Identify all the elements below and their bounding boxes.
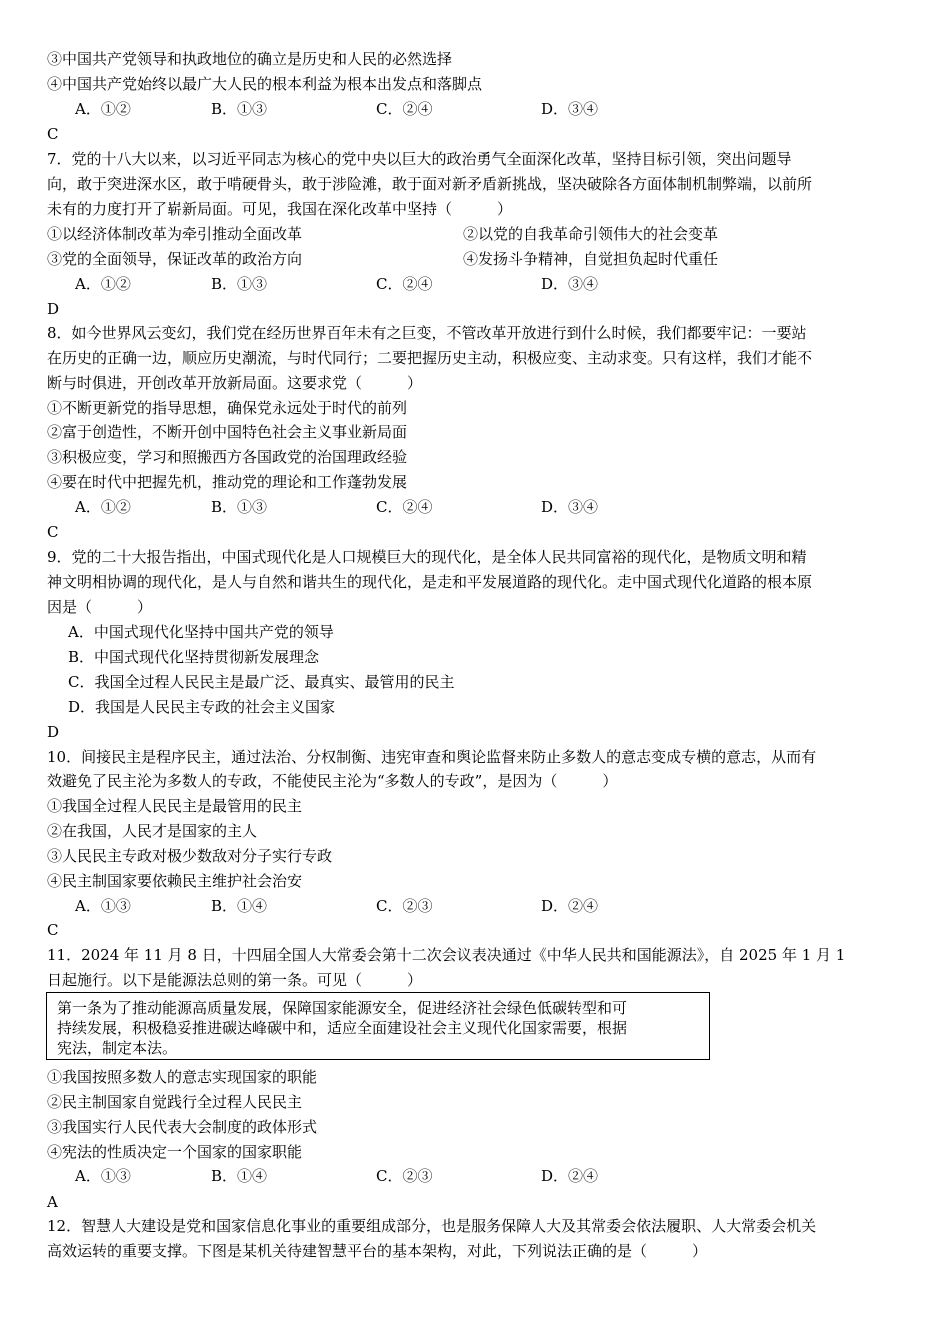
option-c: C．②④ [376,275,433,293]
q11-item-3: ③我国实行人民代表大会制度的政体形式 [47,1118,318,1136]
q6-item-4: ④中国共产党始终以最广大人民的根本利益为根本出发点和落脚点 [47,75,483,93]
option-d: D．②④ [541,897,599,915]
option-b: B．①③ [211,498,268,516]
q11-item-1: ①我国按照多数人的意志实现国家的职能 [47,1068,318,1086]
q8-answer: C [47,523,59,541]
q11-item-2: ②民主制国家自觉践行全过程人民民主 [47,1093,303,1111]
q6-item-3: ③中国共产党领导和执政地位的确立是历史和人民的必然选择 [47,50,453,68]
option-a: A．①③ [75,1167,131,1185]
q10-item-4: ④民主制国家要依赖民主维护社会治安 [47,872,303,890]
q10-answer: C [47,921,59,939]
option-c: C．②④ [376,100,433,118]
q9-stem-line-2: 神文明相协调的现代化，是人与自然和谐共生的现代化，是走和平发展道路的现代化。走中国式现代化道路的根本原 [47,573,813,591]
q11-quote-line-2: 持续发展，积极稳妥推进碳达峰碳中和，适应全面建设社会主义现代化国家需要，根据 [57,1019,628,1037]
option-a: A．①② [75,498,131,516]
q12-stem-line-1: 12．智慧人大建设是党和国家信息化事业的重要组成部分，也是服务保障人大及其常委会依法履职、人大常委会机关 [47,1217,817,1235]
q7-item-4: ④发扬斗争精神，自觉担负起时代重任 [463,250,719,268]
q8-stem-line-1: 8．如今世界风云变幻，我们党在经历世界百年未有之巨变，不管改革开放进行到什么时候，我们都要牢记：一要站 [47,324,807,342]
q9-stem-line-1: 9．党的二十大报告指出，中国式现代化是人口规模巨大的现代化，是全体人民共同富裕的现代化，是物质文明和精 [47,548,807,566]
q11-answer: A [47,1193,58,1211]
option-c: C．②④ [376,498,433,516]
q6-answer: C [47,125,59,143]
q7-item-3: ③党的全面领导，保证改革的政治方向 [47,250,303,268]
q8-item-2: ②富于创造性，不断开创中国特色社会主义事业新局面 [47,423,408,441]
option-d: D．③④ [541,275,599,293]
option-b: B．①③ [211,275,268,293]
option-a: A．①② [75,100,131,118]
q8-item-3: ③积极应变，学习和照搬西方各国政党的治国理政经验 [47,448,408,466]
option-c: C．②③ [376,1167,433,1185]
q10-stem-line-1: 10．间接民主是程序民主，通过法治、分权制衡、违宪审查和舆论监督来防止多数人的意志变成专横的意志，从而有 [47,748,817,766]
q7-answer: D [47,300,60,318]
q11-stem-line-2: 日起施行。以下是能源法总则的第一条。可见（ ） [47,971,423,989]
option-d: D．③④ [541,100,599,118]
q10-item-2: ②在我国，人民才是国家的主人 [47,822,258,840]
q7-stem-line-3: 未有的力度打开了崭新局面。可见，我国在深化改革中坚持（ ） [47,200,513,218]
q10-item-1: ①我国全过程人民民主是最管用的民主 [47,797,303,815]
q9-option-d: D．我国是人民民主专政的社会主义国家 [68,698,336,716]
q9-answer: D [47,723,60,741]
q12-stem-line-2: 高效运转的重要支撑。下图是某机关待建智慧平台的基本架构，对此，下列说法正确的是（ ） [47,1242,708,1260]
q11-quote-line-3: 宪法，制定本法。 [57,1039,178,1057]
q11-quote-line-1: 第一条为了推动能源高质量发展，保障国家能源安全，促进经济社会绿色低碳转型和可 [57,999,628,1017]
q7-item-1: ①以经济体制改革为牵引推动全面改革 [47,225,303,243]
option-b: B．①③ [211,100,268,118]
q9-stem-line-3: 因是（ ） [47,598,153,616]
option-a: A．①② [75,275,131,293]
option-a: A．①③ [75,897,131,915]
q9-option-c: C．我国全过程人民民主是最广泛、最真实、最管用的民主 [68,673,455,691]
q7-item-2: ②以党的自我革命引领伟大的社会变革 [463,225,719,243]
q7-stem-line-2: 向，敢于突进深水区，敢于啃硬骨头，敢于涉险滩，敢于面对新矛盾新挑战，坚决破除各方面体制机制弊端，以前所 [47,175,813,193]
q8-item-4: ④要在时代中把握先机，推动党的理论和工作蓬勃发展 [47,473,408,491]
q8-stem-line-2: 在历史的正确一边，顺应历史潮流，与时代同行；二要把握历史主动，积极应变、主动求变。只有这样，我们才能不 [47,349,813,367]
option-d: D．②④ [541,1167,599,1185]
q7-stem-line-1: 7．党的十八大以来，以习近平同志为核心的党中央以巨大的政治勇气全面深化改革，坚持目标引领，突出问题导 [47,150,792,168]
option-c: C．②③ [376,897,433,915]
q8-item-1: ①不断更新党的指导思想，确保党永远处于时代的前列 [47,399,408,417]
option-b: B．①④ [211,1167,268,1185]
q10-stem-line-2: 效避免了民主沦为多数人的专政，不能使民主沦为“多数人的专政”，是因为（ ） [47,772,618,790]
option-b: B．①④ [211,897,268,915]
q9-option-a: A．中国式现代化坚持中国共产党的领导 [68,623,334,641]
q11-stem-line-1: 11．2024 年 11 月 8 日，十四届全国人大常委会第十二次会议表决通过《中华人民共和国能源法》，自 2025 年 1 月 1 [47,946,846,964]
q9-option-b: B．中国式现代化坚持贯彻新发展理念 [68,648,320,666]
q8-stem-line-3: 断与时俱进，开创改革开放新局面。这要求党（ ） [47,374,423,392]
option-d: D．③④ [541,498,599,516]
q11-item-4: ④宪法的性质决定一个国家的国家职能 [47,1143,303,1161]
q10-item-3: ③人民民主专政对极少数敌对分子实行专政 [47,847,333,865]
